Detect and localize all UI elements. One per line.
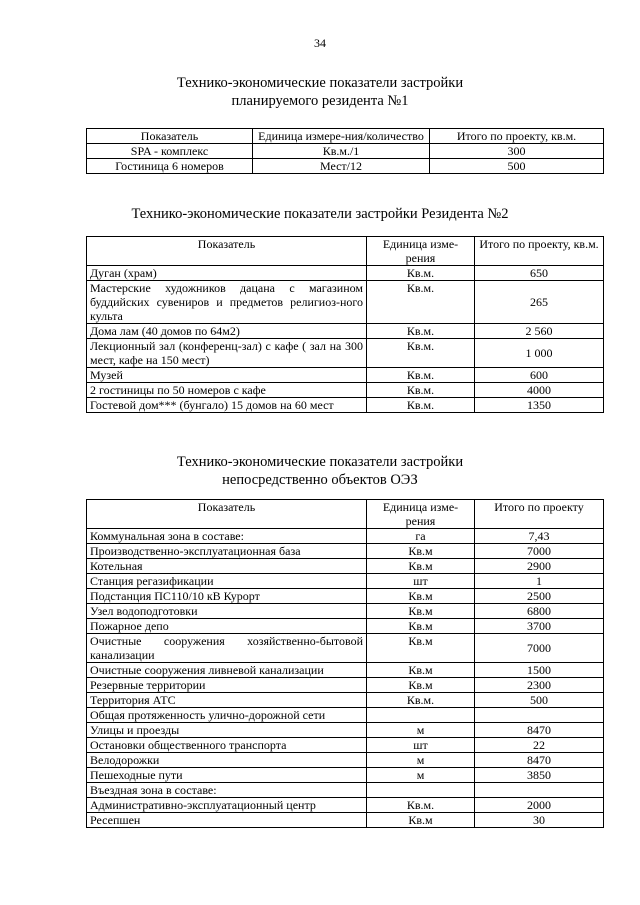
table-row xyxy=(87,144,604,159)
cell-total: 265 xyxy=(475,281,604,324)
header-total: Итого по проекту xyxy=(475,500,604,529)
table-row xyxy=(87,708,604,723)
table-row xyxy=(87,604,604,619)
header-total: Итого по проекту, кв.м. xyxy=(430,129,604,144)
table-row xyxy=(87,589,604,604)
cell-unit: м xyxy=(367,723,475,738)
table-row xyxy=(87,266,604,281)
cell-indicator: Музей xyxy=(87,368,367,383)
cell-unit: Кв.м xyxy=(367,678,475,693)
cell-indicator: Административно-эксплуатационный центр xyxy=(87,798,367,813)
cell-unit: Кв.м xyxy=(367,559,475,574)
cell-indicator: Мастерские художников дацана с магазином буддийских сувениров и предметов религиоз-ного культа xyxy=(87,281,367,324)
table-row xyxy=(87,368,604,383)
cell-total: 600 xyxy=(475,368,604,383)
cell-total: 1350 xyxy=(475,398,604,413)
table-row xyxy=(87,281,604,324)
cell-indicator: Пожарное депо xyxy=(87,619,367,634)
table-row xyxy=(87,383,604,398)
cell-total: 300 xyxy=(430,144,604,159)
cell-unit: Кв.м xyxy=(367,604,475,619)
cell-unit: Кв.м xyxy=(367,813,475,828)
cell-total: 4000 xyxy=(475,383,604,398)
table-header-row xyxy=(87,129,604,144)
cell-total: 30 xyxy=(475,813,604,828)
cell-unit: шт xyxy=(367,574,475,589)
table-row xyxy=(87,723,604,738)
cell-total xyxy=(475,708,604,723)
cell-indicator: Территория АТС xyxy=(87,693,367,708)
cell-unit: м xyxy=(367,768,475,783)
table-row xyxy=(87,693,604,708)
header-indicator: Показатель xyxy=(87,129,253,144)
cell-indicator: Очистные сооружения хозяйственно-бытовой канализации xyxy=(87,634,367,663)
cell-total: 2900 xyxy=(475,559,604,574)
cell-unit: м xyxy=(367,753,475,768)
cell-indicator: 2 гостиницы по 50 номеров с кафе xyxy=(87,383,367,398)
resident2-table xyxy=(86,236,604,413)
table-row xyxy=(87,663,604,678)
cell-unit: Кв.м. xyxy=(367,398,475,413)
cell-unit: Кв.м. xyxy=(367,324,475,339)
cell-total: 6800 xyxy=(475,604,604,619)
cell-unit: шт xyxy=(367,738,475,753)
cell-total: 2 560 xyxy=(475,324,604,339)
table-header-row xyxy=(87,500,604,529)
table-row xyxy=(87,738,604,753)
table-row xyxy=(87,783,604,798)
table-row xyxy=(87,324,604,339)
cell-indicator: Котельная xyxy=(87,559,367,574)
section2-title: Технико-экономические показатели застройки Резидента №2 xyxy=(131,206,509,222)
section1-title-line1: Технико-экономические показатели застройки xyxy=(176,75,464,91)
cell-total: 8470 xyxy=(475,723,604,738)
cell-total: 500 xyxy=(475,693,604,708)
cell-unit: Мест/12 xyxy=(253,159,430,174)
table-row xyxy=(87,574,604,589)
table-row xyxy=(87,678,604,693)
cell-indicator: Дуган (храм) xyxy=(87,266,367,281)
cell-unit: Кв.м xyxy=(367,663,475,678)
table-row xyxy=(87,619,604,634)
cell-indicator: Велодорожки xyxy=(87,753,367,768)
cell-total xyxy=(475,783,604,798)
section3-title-line1: Технико-экономические показатели застройки xyxy=(176,454,464,470)
table-row xyxy=(87,559,604,574)
table-row xyxy=(87,529,604,544)
cell-total: 2500 xyxy=(475,589,604,604)
cell-unit: Кв.м xyxy=(367,634,475,663)
cell-total: 3700 xyxy=(475,619,604,634)
table-row xyxy=(87,753,604,768)
cell-total: 7000 xyxy=(475,544,604,559)
cell-indicator: Гостиница 6 номеров xyxy=(87,159,253,174)
cell-indicator: Резервные территории xyxy=(87,678,367,693)
cell-indicator: Дома лам (40 домов по 64м2) xyxy=(87,324,367,339)
header-unit: Единица изме-рения xyxy=(367,237,475,266)
cell-unit: Кв.м. xyxy=(367,798,475,813)
cell-unit: Кв.м. xyxy=(367,339,475,368)
table-row xyxy=(87,768,604,783)
table-row xyxy=(87,159,604,174)
cell-unit: Кв.м. xyxy=(367,281,475,324)
table-row xyxy=(87,544,604,559)
cell-indicator: Производственно-эксплуатационная база xyxy=(87,544,367,559)
cell-unit: Кв.м xyxy=(367,619,475,634)
cell-unit: Кв.м. xyxy=(367,368,475,383)
table-row xyxy=(87,398,604,413)
cell-unit: Кв.м. xyxy=(367,693,475,708)
cell-unit: Кв.м. xyxy=(367,383,475,398)
cell-indicator: Улицы и проезды xyxy=(87,723,367,738)
cell-indicator: Станция регазификации xyxy=(87,574,367,589)
cell-total: 500 xyxy=(430,159,604,174)
cell-total: 8470 xyxy=(475,753,604,768)
section3-title-line2: непосредственно объектов ОЭЗ xyxy=(222,472,418,488)
cell-total: 2300 xyxy=(475,678,604,693)
cell-unit: Кв.м. xyxy=(367,266,475,281)
cell-total: 7000 xyxy=(475,634,604,663)
cell-unit: Кв.м xyxy=(367,544,475,559)
page-number: 34 xyxy=(314,36,326,50)
cell-total: 1 xyxy=(475,574,604,589)
cell-total: 650 xyxy=(475,266,604,281)
cell-unit: га xyxy=(367,529,475,544)
cell-indicator: Остановки общественного транспорта xyxy=(87,738,367,753)
table-row xyxy=(87,798,604,813)
section1-title-line2: планируемого резидента №1 xyxy=(231,93,409,109)
sez-objects-table xyxy=(86,499,604,828)
table-header-row xyxy=(87,237,604,266)
header-unit: Единица измере-ния/количество xyxy=(253,129,430,144)
cell-indicator: Общая протяженность улично-дорожной сети xyxy=(87,708,367,723)
header-total: Итого по проекту, кв.м. xyxy=(475,237,604,266)
cell-total: 1500 xyxy=(475,663,604,678)
cell-total: 7,43 xyxy=(475,529,604,544)
table-row xyxy=(87,339,604,368)
cell-indicator: Узел водоподготовки xyxy=(87,604,367,619)
cell-indicator: Очистные сооружения ливневой канализации xyxy=(87,663,367,678)
cell-unit: Кв.м xyxy=(367,589,475,604)
cell-indicator: Гостевой дом*** (бунгало) 15 домов на 60 мест xyxy=(87,398,367,413)
cell-indicator: Ресепшен xyxy=(87,813,367,828)
cell-indicator: Въездная зона в составе: xyxy=(87,783,367,798)
cell-total: 2000 xyxy=(475,798,604,813)
cell-indicator: Пешеходные пути xyxy=(87,768,367,783)
header-unit: Единица изме-рения xyxy=(367,500,475,529)
cell-unit xyxy=(367,783,475,798)
cell-total: 3850 xyxy=(475,768,604,783)
table-row xyxy=(87,813,604,828)
cell-unit: Кв.м./1 xyxy=(253,144,430,159)
cell-indicator: Подстанция ПС110/10 кВ Курорт xyxy=(87,589,367,604)
cell-indicator: Лекционный зал (конференц-зал) с кафе ( зал на 300 мест, кафе на 150 мест) xyxy=(87,339,367,368)
cell-indicator: Коммунальная зона в составе: xyxy=(87,529,367,544)
cell-total: 1 000 xyxy=(475,339,604,368)
cell-indicator: SPA - комплекс xyxy=(87,144,253,159)
table-row xyxy=(87,634,604,663)
cell-unit xyxy=(367,708,475,723)
header-indicator: Показатель xyxy=(87,237,367,266)
header-indicator: Показатель xyxy=(87,500,367,529)
cell-total: 22 xyxy=(475,738,604,753)
resident1-table xyxy=(86,128,604,174)
